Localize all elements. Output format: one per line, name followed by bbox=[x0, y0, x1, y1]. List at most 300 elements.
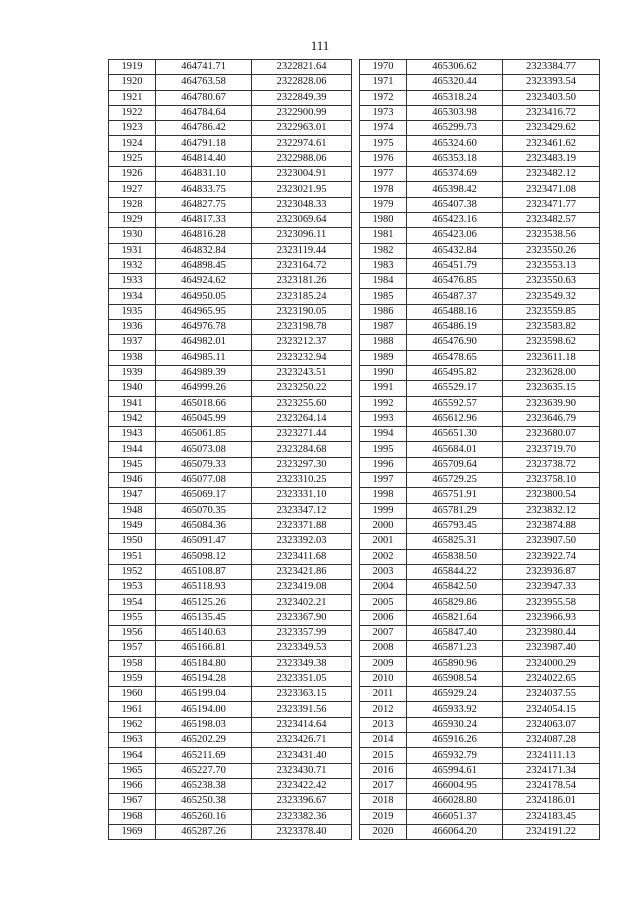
table-row bbox=[109, 289, 352, 304]
point-id-cell: 1925 bbox=[109, 151, 156, 166]
point-id-cell: 1987 bbox=[360, 320, 407, 335]
table-row bbox=[109, 671, 352, 686]
point-id-cell: 2007 bbox=[360, 625, 407, 640]
coordinate-table-right-body bbox=[360, 60, 600, 840]
x-coordinate-cell: 465227.70 bbox=[156, 763, 252, 778]
x-coordinate-cell: 464833.75 bbox=[156, 182, 252, 197]
table-row bbox=[109, 121, 352, 136]
point-id-cell: 1980 bbox=[360, 212, 407, 227]
point-id-cell: 2008 bbox=[360, 641, 407, 656]
point-id-cell: 1929 bbox=[109, 212, 156, 227]
x-coordinate-cell: 465933.92 bbox=[407, 702, 503, 717]
point-id-cell: 1954 bbox=[109, 595, 156, 610]
point-id-cell: 1994 bbox=[360, 427, 407, 442]
table-row bbox=[109, 167, 352, 182]
x-coordinate-cell: 465488.16 bbox=[407, 304, 503, 319]
point-id-cell: 2010 bbox=[360, 671, 407, 686]
point-id-cell: 2017 bbox=[360, 778, 407, 793]
table-row bbox=[109, 687, 352, 702]
y-coordinate-cell: 2323426.71 bbox=[252, 733, 352, 748]
x-coordinate-cell: 465829.86 bbox=[407, 595, 503, 610]
point-id-cell: 1937 bbox=[109, 335, 156, 350]
x-coordinate-cell: 464989.39 bbox=[156, 365, 252, 380]
x-coordinate-cell: 465932.79 bbox=[407, 748, 503, 763]
point-id-cell: 1961 bbox=[109, 702, 156, 717]
coordinate-table-left-body bbox=[109, 60, 352, 840]
table-row bbox=[360, 809, 600, 824]
y-coordinate-cell: 2323331.10 bbox=[252, 488, 352, 503]
table-row bbox=[109, 411, 352, 426]
y-coordinate-cell: 2324022.65 bbox=[503, 671, 600, 686]
y-coordinate-cell: 2323738.72 bbox=[503, 457, 600, 472]
x-coordinate-cell: 465184.80 bbox=[156, 656, 252, 671]
table-row bbox=[360, 381, 600, 396]
x-coordinate-cell: 465592.57 bbox=[407, 396, 503, 411]
coordinate-table-right bbox=[359, 59, 600, 840]
y-coordinate-cell: 2323907.50 bbox=[503, 534, 600, 549]
x-coordinate-cell: 464831.10 bbox=[156, 167, 252, 182]
table-row bbox=[109, 503, 352, 518]
table-row bbox=[109, 212, 352, 227]
x-coordinate-cell: 465529.17 bbox=[407, 381, 503, 396]
table-row bbox=[109, 824, 352, 839]
x-coordinate-cell: 465825.31 bbox=[407, 534, 503, 549]
y-coordinate-cell: 2323483.19 bbox=[503, 151, 600, 166]
y-coordinate-cell: 2323119.44 bbox=[252, 243, 352, 258]
point-id-cell: 1962 bbox=[109, 717, 156, 732]
point-id-cell: 2004 bbox=[360, 580, 407, 595]
y-coordinate-cell: 2323411.68 bbox=[252, 549, 352, 564]
point-id-cell: 2006 bbox=[360, 610, 407, 625]
table-row bbox=[109, 136, 352, 151]
y-coordinate-cell: 2323297.30 bbox=[252, 457, 352, 472]
point-id-cell: 1977 bbox=[360, 167, 407, 182]
table-row bbox=[109, 274, 352, 289]
point-id-cell: 1973 bbox=[360, 105, 407, 120]
y-coordinate-cell: 2323393.54 bbox=[503, 75, 600, 90]
table-row bbox=[109, 580, 352, 595]
coordinate-table-left bbox=[108, 59, 352, 840]
point-id-cell: 1943 bbox=[109, 427, 156, 442]
table-row bbox=[109, 656, 352, 671]
x-coordinate-cell: 465821.64 bbox=[407, 610, 503, 625]
x-coordinate-cell: 465079.33 bbox=[156, 457, 252, 472]
point-id-cell: 1948 bbox=[109, 503, 156, 518]
table-row bbox=[360, 396, 600, 411]
x-coordinate-cell: 465374.69 bbox=[407, 167, 503, 182]
y-coordinate-cell: 2323832.12 bbox=[503, 503, 600, 518]
y-coordinate-cell: 2323955.58 bbox=[503, 595, 600, 610]
y-coordinate-cell: 2323421.86 bbox=[252, 564, 352, 579]
table-row bbox=[109, 809, 352, 824]
point-id-cell: 1978 bbox=[360, 182, 407, 197]
y-coordinate-cell: 2323538.56 bbox=[503, 228, 600, 243]
table-row bbox=[360, 365, 600, 380]
x-coordinate-cell: 464898.45 bbox=[156, 258, 252, 273]
table-row bbox=[109, 473, 352, 488]
x-coordinate-cell: 465287.26 bbox=[156, 824, 252, 839]
y-coordinate-cell: 2323583.82 bbox=[503, 320, 600, 335]
y-coordinate-cell: 2324063.07 bbox=[503, 717, 600, 732]
table-row bbox=[360, 564, 600, 579]
table-row bbox=[360, 610, 600, 625]
point-id-cell: 1940 bbox=[109, 381, 156, 396]
x-coordinate-cell: 464976.78 bbox=[156, 320, 252, 335]
point-id-cell: 1970 bbox=[360, 60, 407, 75]
table-row bbox=[360, 228, 600, 243]
point-id-cell: 1967 bbox=[109, 794, 156, 809]
x-coordinate-cell: 465238.38 bbox=[156, 778, 252, 793]
point-id-cell: 1988 bbox=[360, 335, 407, 350]
point-id-cell: 1921 bbox=[109, 90, 156, 105]
table-row bbox=[360, 105, 600, 120]
point-id-cell: 1930 bbox=[109, 228, 156, 243]
table-row bbox=[360, 641, 600, 656]
x-coordinate-cell: 464827.75 bbox=[156, 197, 252, 212]
y-coordinate-cell: 2323482.12 bbox=[503, 167, 600, 182]
x-coordinate-cell: 465916.26 bbox=[407, 733, 503, 748]
x-coordinate-cell: 465125.26 bbox=[156, 595, 252, 610]
x-coordinate-cell: 465199.04 bbox=[156, 687, 252, 702]
y-coordinate-cell: 2323185.24 bbox=[252, 289, 352, 304]
table-row bbox=[360, 625, 600, 640]
point-id-cell: 1983 bbox=[360, 258, 407, 273]
y-coordinate-cell: 2323419.08 bbox=[252, 580, 352, 595]
table-row bbox=[109, 442, 352, 457]
point-id-cell: 1942 bbox=[109, 411, 156, 426]
y-coordinate-cell: 2323719.70 bbox=[503, 442, 600, 457]
y-coordinate-cell: 2323553.13 bbox=[503, 258, 600, 273]
x-coordinate-cell: 465091.47 bbox=[156, 534, 252, 549]
y-coordinate-cell: 2323392.03 bbox=[252, 534, 352, 549]
x-coordinate-cell: 465320.44 bbox=[407, 75, 503, 90]
y-coordinate-cell: 2323874.88 bbox=[503, 518, 600, 533]
table-row bbox=[109, 60, 352, 75]
x-coordinate-cell: 465709.64 bbox=[407, 457, 503, 472]
x-coordinate-cell: 465250.38 bbox=[156, 794, 252, 809]
y-coordinate-cell: 2323243.51 bbox=[252, 365, 352, 380]
y-coordinate-cell: 2323310.25 bbox=[252, 473, 352, 488]
x-coordinate-cell: 465476.85 bbox=[407, 274, 503, 289]
point-id-cell: 1932 bbox=[109, 258, 156, 273]
point-id-cell: 1952 bbox=[109, 564, 156, 579]
y-coordinate-cell: 2324171.34 bbox=[503, 763, 600, 778]
y-coordinate-cell: 2323680.07 bbox=[503, 427, 600, 442]
y-coordinate-cell: 2323181.26 bbox=[252, 274, 352, 289]
page-number: 111 bbox=[310, 38, 330, 53]
point-id-cell: 1969 bbox=[109, 824, 156, 839]
y-coordinate-cell: 2323550.63 bbox=[503, 274, 600, 289]
x-coordinate-cell: 465135.45 bbox=[156, 610, 252, 625]
table-row bbox=[109, 258, 352, 273]
table-row bbox=[360, 289, 600, 304]
table-row bbox=[109, 243, 352, 258]
x-coordinate-cell: 464786.42 bbox=[156, 121, 252, 136]
x-coordinate-cell: 465890.96 bbox=[407, 656, 503, 671]
point-id-cell: 1933 bbox=[109, 274, 156, 289]
x-coordinate-cell: 465432.84 bbox=[407, 243, 503, 258]
y-coordinate-cell: 2323471.08 bbox=[503, 182, 600, 197]
x-coordinate-cell: 464780.67 bbox=[156, 90, 252, 105]
y-coordinate-cell: 2323271.44 bbox=[252, 427, 352, 442]
table-row bbox=[360, 121, 600, 136]
x-coordinate-cell: 465045.99 bbox=[156, 411, 252, 426]
point-id-cell: 1955 bbox=[109, 610, 156, 625]
y-coordinate-cell: 2323069.64 bbox=[252, 212, 352, 227]
table-row bbox=[360, 304, 600, 319]
table-row bbox=[360, 320, 600, 335]
point-id-cell: 1976 bbox=[360, 151, 407, 166]
y-coordinate-cell: 2323164.72 bbox=[252, 258, 352, 273]
x-coordinate-cell: 465018.66 bbox=[156, 396, 252, 411]
y-coordinate-cell: 2323429.62 bbox=[503, 121, 600, 136]
point-id-cell: 1972 bbox=[360, 90, 407, 105]
point-id-cell: 1934 bbox=[109, 289, 156, 304]
x-coordinate-cell: 464784.64 bbox=[156, 105, 252, 120]
x-coordinate-cell: 466004.95 bbox=[407, 778, 503, 793]
table-row bbox=[109, 625, 352, 640]
y-coordinate-cell: 2323378.40 bbox=[252, 824, 352, 839]
y-coordinate-cell: 2324087.28 bbox=[503, 733, 600, 748]
point-id-cell: 1995 bbox=[360, 442, 407, 457]
point-id-cell: 1986 bbox=[360, 304, 407, 319]
point-id-cell: 1928 bbox=[109, 197, 156, 212]
y-coordinate-cell: 2323635.15 bbox=[503, 381, 600, 396]
y-coordinate-cell: 2322974.61 bbox=[252, 136, 352, 151]
x-coordinate-cell: 464924.62 bbox=[156, 274, 252, 289]
table-row bbox=[360, 411, 600, 426]
point-id-cell: 1992 bbox=[360, 396, 407, 411]
x-coordinate-cell: 465098.12 bbox=[156, 549, 252, 564]
table-row bbox=[109, 717, 352, 732]
point-id-cell: 1953 bbox=[109, 580, 156, 595]
point-id-cell: 2018 bbox=[360, 794, 407, 809]
table-row bbox=[360, 763, 600, 778]
point-id-cell: 2016 bbox=[360, 763, 407, 778]
point-id-cell: 1968 bbox=[109, 809, 156, 824]
y-coordinate-cell: 2323611.18 bbox=[503, 350, 600, 365]
x-coordinate-cell: 465202.29 bbox=[156, 733, 252, 748]
table-row bbox=[109, 748, 352, 763]
x-coordinate-cell: 465908.54 bbox=[407, 671, 503, 686]
y-coordinate-cell: 2323482.57 bbox=[503, 212, 600, 227]
x-coordinate-cell: 464965.95 bbox=[156, 304, 252, 319]
x-coordinate-cell: 465930.24 bbox=[407, 717, 503, 732]
point-id-cell: 1931 bbox=[109, 243, 156, 258]
table-row bbox=[109, 427, 352, 442]
y-coordinate-cell: 2323414.64 bbox=[252, 717, 352, 732]
table-row bbox=[360, 748, 600, 763]
x-coordinate-cell: 465994.61 bbox=[407, 763, 503, 778]
y-coordinate-cell: 2323351.05 bbox=[252, 671, 352, 686]
x-coordinate-cell: 465318.24 bbox=[407, 90, 503, 105]
point-id-cell: 1959 bbox=[109, 671, 156, 686]
point-id-cell: 1982 bbox=[360, 243, 407, 258]
x-coordinate-cell: 465073.08 bbox=[156, 442, 252, 457]
table-row bbox=[360, 671, 600, 686]
point-id-cell: 2001 bbox=[360, 534, 407, 549]
y-coordinate-cell: 2324000.29 bbox=[503, 656, 600, 671]
x-coordinate-cell: 466028.80 bbox=[407, 794, 503, 809]
point-id-cell: 1985 bbox=[360, 289, 407, 304]
table-row bbox=[109, 197, 352, 212]
table-row bbox=[109, 335, 352, 350]
y-coordinate-cell: 2324186.01 bbox=[503, 794, 600, 809]
point-id-cell: 2005 bbox=[360, 595, 407, 610]
x-coordinate-cell: 465303.98 bbox=[407, 105, 503, 120]
point-id-cell: 1926 bbox=[109, 167, 156, 182]
x-coordinate-cell: 465407.38 bbox=[407, 197, 503, 212]
y-coordinate-cell: 2323550.26 bbox=[503, 243, 600, 258]
point-id-cell: 1981 bbox=[360, 228, 407, 243]
y-coordinate-cell: 2323284.68 bbox=[252, 442, 352, 457]
point-id-cell: 1941 bbox=[109, 396, 156, 411]
x-coordinate-cell: 464817.33 bbox=[156, 212, 252, 227]
y-coordinate-cell: 2323349.38 bbox=[252, 656, 352, 671]
table-row bbox=[360, 136, 600, 151]
y-coordinate-cell: 2323190.05 bbox=[252, 304, 352, 319]
x-coordinate-cell: 465684.01 bbox=[407, 442, 503, 457]
x-coordinate-cell: 464832.84 bbox=[156, 243, 252, 258]
x-coordinate-cell: 464763.58 bbox=[156, 75, 252, 90]
table-row bbox=[109, 381, 352, 396]
x-coordinate-cell: 466064.20 bbox=[407, 824, 503, 839]
table-row bbox=[360, 656, 600, 671]
table-row bbox=[360, 258, 600, 273]
table-row bbox=[360, 243, 600, 258]
point-id-cell: 1979 bbox=[360, 197, 407, 212]
y-coordinate-cell: 2323402.21 bbox=[252, 595, 352, 610]
x-coordinate-cell: 464982.01 bbox=[156, 335, 252, 350]
x-coordinate-cell: 464985.11 bbox=[156, 350, 252, 365]
y-coordinate-cell: 2323212.37 bbox=[252, 335, 352, 350]
y-coordinate-cell: 2323922.74 bbox=[503, 549, 600, 564]
y-coordinate-cell: 2323980.44 bbox=[503, 625, 600, 640]
point-id-cell: 2009 bbox=[360, 656, 407, 671]
y-coordinate-cell: 2323021.95 bbox=[252, 182, 352, 197]
x-coordinate-cell: 465476.90 bbox=[407, 335, 503, 350]
table-row bbox=[360, 473, 600, 488]
table-row bbox=[109, 90, 352, 105]
point-id-cell: 1991 bbox=[360, 381, 407, 396]
y-coordinate-cell: 2323382.36 bbox=[252, 809, 352, 824]
table-row bbox=[360, 335, 600, 350]
table-row bbox=[109, 75, 352, 90]
y-coordinate-cell: 2324183.45 bbox=[503, 809, 600, 824]
x-coordinate-cell: 465423.16 bbox=[407, 212, 503, 227]
table-row bbox=[360, 580, 600, 595]
x-coordinate-cell: 465166.81 bbox=[156, 641, 252, 656]
x-coordinate-cell: 465299.73 bbox=[407, 121, 503, 136]
table-row bbox=[109, 350, 352, 365]
x-coordinate-cell: 465194.28 bbox=[156, 671, 252, 686]
x-coordinate-cell: 465495.82 bbox=[407, 365, 503, 380]
point-id-cell: 1975 bbox=[360, 136, 407, 151]
table-row bbox=[360, 182, 600, 197]
x-coordinate-cell: 465061.85 bbox=[156, 427, 252, 442]
x-coordinate-cell: 464999.26 bbox=[156, 381, 252, 396]
x-coordinate-cell: 465211.69 bbox=[156, 748, 252, 763]
point-id-cell: 1924 bbox=[109, 136, 156, 151]
table-row bbox=[360, 350, 600, 365]
table-row bbox=[109, 396, 352, 411]
x-coordinate-cell: 464791.18 bbox=[156, 136, 252, 151]
point-id-cell: 1958 bbox=[109, 656, 156, 671]
y-coordinate-cell: 2323758.10 bbox=[503, 473, 600, 488]
table-row bbox=[109, 702, 352, 717]
point-id-cell: 1947 bbox=[109, 488, 156, 503]
point-id-cell: 1990 bbox=[360, 365, 407, 380]
table-row bbox=[109, 794, 352, 809]
table-row bbox=[109, 534, 352, 549]
point-id-cell: 2012 bbox=[360, 702, 407, 717]
point-id-cell: 2003 bbox=[360, 564, 407, 579]
x-coordinate-cell: 465108.87 bbox=[156, 564, 252, 579]
x-coordinate-cell: 465324.60 bbox=[407, 136, 503, 151]
y-coordinate-cell: 2323347.12 bbox=[252, 503, 352, 518]
y-coordinate-cell: 2322900.99 bbox=[252, 105, 352, 120]
x-coordinate-cell: 465781.29 bbox=[407, 503, 503, 518]
y-coordinate-cell: 2323646.79 bbox=[503, 411, 600, 426]
table-row bbox=[109, 610, 352, 625]
point-id-cell: 2000 bbox=[360, 518, 407, 533]
table-row bbox=[109, 549, 352, 564]
y-coordinate-cell: 2323264.14 bbox=[252, 411, 352, 426]
table-row bbox=[109, 518, 352, 533]
y-coordinate-cell: 2323371.88 bbox=[252, 518, 352, 533]
table-row bbox=[109, 304, 352, 319]
y-coordinate-cell: 2323255.60 bbox=[252, 396, 352, 411]
y-coordinate-cell: 2323936.87 bbox=[503, 564, 600, 579]
table-row bbox=[109, 564, 352, 579]
x-coordinate-cell: 465398.42 bbox=[407, 182, 503, 197]
point-id-cell: 2019 bbox=[360, 809, 407, 824]
point-id-cell: 1922 bbox=[109, 105, 156, 120]
y-coordinate-cell: 2323422.42 bbox=[252, 778, 352, 793]
table-row bbox=[109, 488, 352, 503]
table-row bbox=[109, 105, 352, 120]
y-coordinate-cell: 2323430.71 bbox=[252, 763, 352, 778]
y-coordinate-cell: 2323396.67 bbox=[252, 794, 352, 809]
y-coordinate-cell: 2323800.54 bbox=[503, 488, 600, 503]
y-coordinate-cell: 2323628.00 bbox=[503, 365, 600, 380]
y-coordinate-cell: 2323250.22 bbox=[252, 381, 352, 396]
point-id-cell: 1974 bbox=[360, 121, 407, 136]
point-id-cell: 1993 bbox=[360, 411, 407, 426]
table-row bbox=[360, 442, 600, 457]
x-coordinate-cell: 465929.24 bbox=[407, 687, 503, 702]
x-coordinate-cell: 465793.45 bbox=[407, 518, 503, 533]
x-coordinate-cell: 465069.17 bbox=[156, 488, 252, 503]
table-row bbox=[109, 182, 352, 197]
point-id-cell: 1964 bbox=[109, 748, 156, 763]
y-coordinate-cell: 2323357.99 bbox=[252, 625, 352, 640]
x-coordinate-cell: 465842.50 bbox=[407, 580, 503, 595]
point-id-cell: 1936 bbox=[109, 320, 156, 335]
table-row bbox=[360, 687, 600, 702]
x-coordinate-cell: 465194.00 bbox=[156, 702, 252, 717]
table-row bbox=[109, 595, 352, 610]
table-row bbox=[109, 733, 352, 748]
y-coordinate-cell: 2323363.15 bbox=[252, 687, 352, 702]
table-row bbox=[360, 212, 600, 227]
point-id-cell: 1950 bbox=[109, 534, 156, 549]
point-id-cell: 1949 bbox=[109, 518, 156, 533]
point-id-cell: 1963 bbox=[109, 733, 156, 748]
y-coordinate-cell: 2323232.94 bbox=[252, 350, 352, 365]
point-id-cell: 1984 bbox=[360, 274, 407, 289]
y-coordinate-cell: 2323987.40 bbox=[503, 641, 600, 656]
